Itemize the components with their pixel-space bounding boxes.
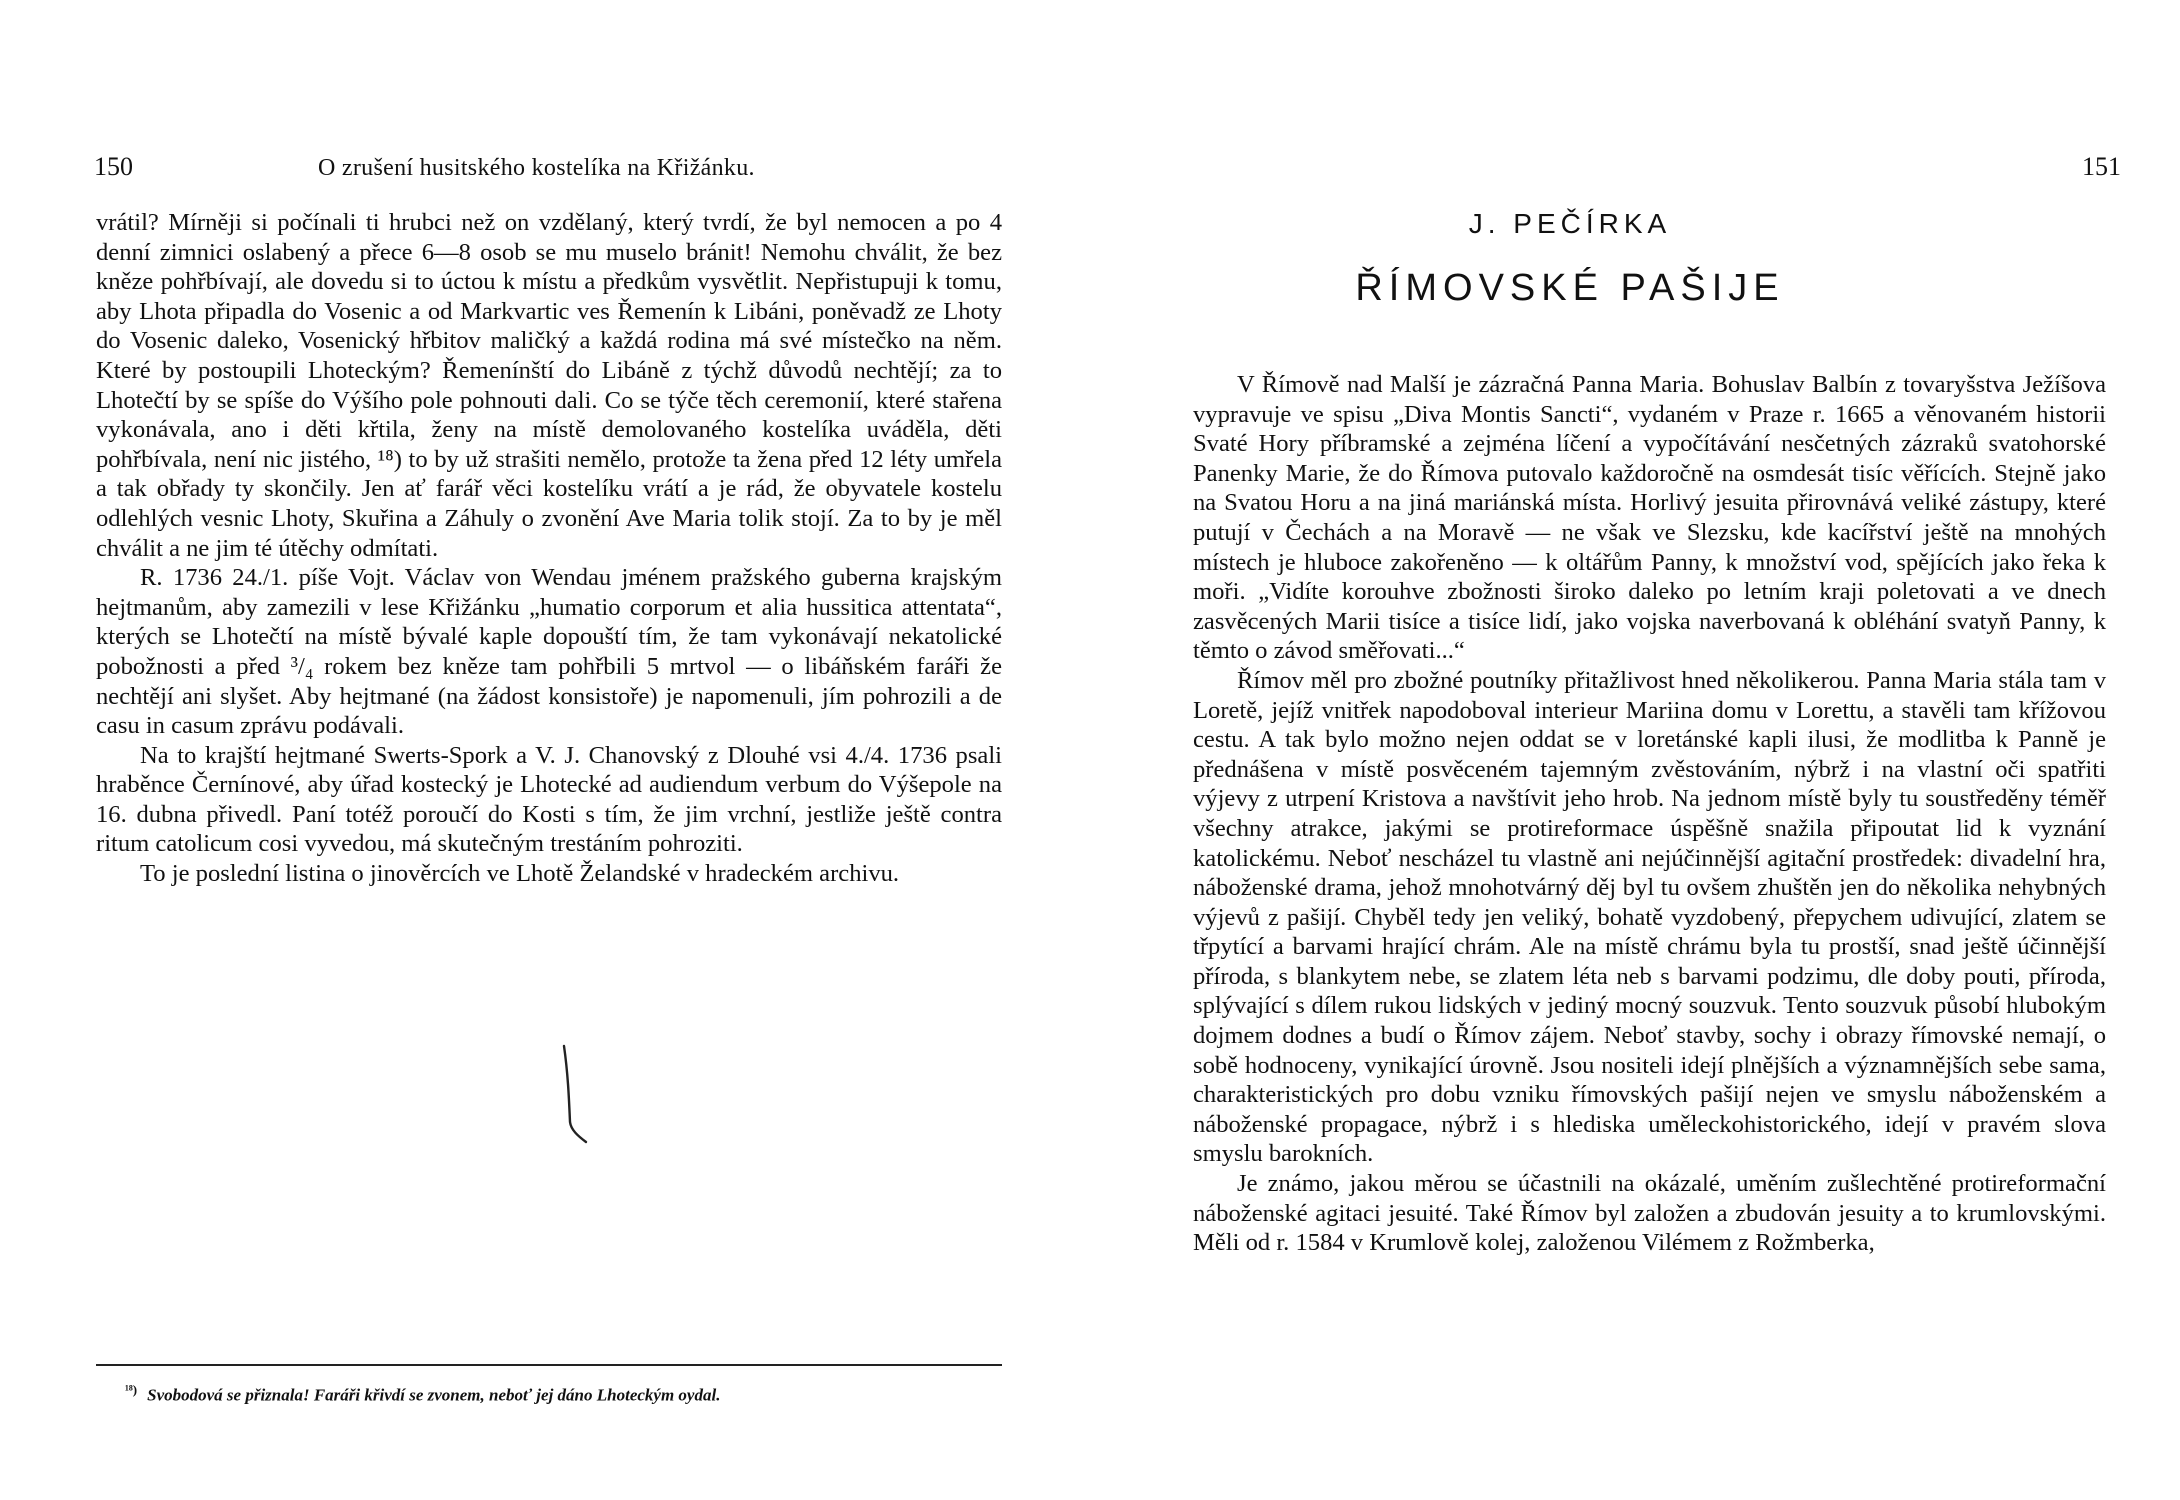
- footnote-marker: ¹⁸): [125, 1382, 138, 1397]
- footnote: [125, 1378, 1005, 1408]
- paragraph: Na to krajští hejtmané Swerts-Spork a V. J. Chanovský z Dlouhé vsi 4./4. 1736 psali hraběnce Černínové, aby úřad kostecký je Lhotecké ad audiendum verbum do Výšepole na 16. dubna přivedl. Paní totéž poroučí do Kosti s tím, že jim vrchní, jestliže ještě contra ritum catolicum cosi vyvedou, má skutečným trestáním pohroziti.: [96, 741, 1002, 858]
- article-author: J. PEČÍRKA: [1468, 208, 1672, 239]
- end-mark-stroke: [560, 1044, 590, 1144]
- page-number: 150: [94, 152, 133, 181]
- right-page: [1090, 0, 2180, 1500]
- right-body-text: [1193, 370, 2106, 1258]
- paragraph: Římov měl pro zbožné poutníky přitažlivost hned několikerou. Panna Maria stála tam v Loretě, jejíž vnitřek napodoboval interieur Mariina domu v Lorettu, a stavěli tam křížovou cestu. A tak bylo možno nejen oddat se v loretánské kapli ilusi, že modlitba k Panně je přednášena v místě posvěceném tajemným zvěstováním, nýbrž i na vlastní oči spatřiti výjevy z utrpení Kristova a navštívit jeho hrob. Na jednom místě byly tu soustředěny téměř všechny atrakce, jakými se protireformace úspěšně snažila připoutat lid k vyznání katolickému. Neboť nescházel tu vlastně ani nejúčinnější agitační prostředek: divadelní hra, náboženské drama, jehož mnohotvárný děj byl tu ovšem zhuštěn jen do několika nehybných výjevů z pašijí. Chyběl tedy jen veliký, bohatě vyzdobený, přepychem udivující, zlatem se třpytící a barvami hrající chrám. Ale na místě chrámu byla tu prostší, snad ještě účinnější příroda, s blankytem nebe, se zlatem léta neb s barvami podzimu, dle doby pouti, příroda, splývající s dílem rukou lidských v jediný mocný souzvuk. Tento souzvuk působí hlubokým dojmem dodnes a budí o Římov zájem. Neboť stavby, sochy i obrazy římovské nemají, o sobě hodnoceny, vynikající úrovně. Jsou nositeli idejí plnějších a významnějších sebe sama, charakteristických pro dobu vzniku římovských pašijí nejen ve smyslu náboženském a náboženské propagace, nýbrž i s hlediska uměleckohistorického, idejí v pravém slova smyslu barokních.: [1193, 666, 2106, 1168]
- article-title: ŘÍMOVSKÉ PAŠIJE: [1355, 267, 1785, 309]
- footnote-rule: [96, 1364, 1002, 1366]
- paragraph: To je poslední listina o jinověrcích ve Lhotě Želandské v hradeckém archivu.: [140, 860, 900, 888]
- paragraph: Je známo, jakou měrou se účastnili na okázalé, uměním zušlechtěné protireformační náboženské agitaci jesuité. Také Římov byl založen a zbudován jesuity a to krumlovskými. Měli od r. 1584 v Krumlově kolej, založenou Vilémem z Rožmberka,: [1193, 1170, 2106, 1257]
- paragraph: R. 1736 24./1. píše Vojt. Václav von Wendau jménem pražského guberna krajským hejtmanům, aby zamezili v lese Křižánku „humatio corporum et alia hussitica attentata“, kterých se Lhotečtí na místě bývalé kaple dopouští tím, že tam vykonávají nekatolické pobožnosti a před ³/₄ rokem bez kněze tam pohřbili 5 mrtvol — o libáňském faráři že nechtějí ani slyšet. Aby hejtmané (na žádost konsistoře) je napomenuli, jím pohrozili a de casu in casum zprávu podávali.: [96, 564, 1002, 740]
- footnote-text: Svobodová se přiznala! Faráři křivdí se zvonem, neboť jej dáno Lhoteckým oydal.: [147, 1385, 721, 1405]
- running-head: O zrušení husitského kostelíka na Křižánku.: [318, 155, 755, 181]
- left-body-text: [96, 208, 1002, 889]
- page-number: 151: [2082, 152, 2121, 181]
- paragraph: V Římově nad Malší je zázračná Panna Maria. Bohuslav Balbín z tovaryšstva Ježíšova vypravuje ve spisu „Diva Montis Sancti“, vydaném v Praze r. 1665 a věnovaném historii Svaté Hory příbramské a zejména líčení a vypočítávání nesčetných zázraků svatohorské Panenky Marie, že do Římova putovalo každoročně na osmdesát tisíc věřících. Stejně jako na Svatou Horu a na jiná mariánská místa. Horlivý jesuita přirovnává veliké zástupy, které putují v Čechách a na Moravě — ne však ve Slezsku, kde kacířství ještě na mnohých místech je hluboce zakořeněno — k oltářům Panny, k množství vod, spějících jako řeka k moři. „Vidíte korouhve zbožnosti široko daleko po letním kraji poletovati a ve dnech zasvěcených Marii tisíce a tisíce lidí, jako vojska naverbovaná k obléhání svatyň Panny, k těmto o závod směřovati...“: [1193, 371, 2106, 665]
- paragraph: vrátil? Mírněji si počínali ti hrubci než on vzdělaný, který tvrdí, že byl nemocen a po 4 denní zimnici oslabený a přece 6—8 osob se mu muselo bránit! Nemohu chválit, že bez kněze pohřbívají, ale dovedu si to úctou k místu a předkům vysvětlit. Nepřistupuji k tomu, aby Lhota připadla do Vosenic a od Markvartic ves Řemenín k Libáni, poněvadž ze Lhoty do Vosenic daleko, Vosenický hřbitov maličký a každá rodina má své místečko na něm. Které by postoupili Lhoteckým? Řemenínští do Libáně z týchž důvodů nechtějí; za to Lhotečtí by se spíše do Výšího pole pohnouti dali. Co se týče těch ceremonií, které stařena vykonávala, ano i děti křtila, ženy na místě demolovaného kostelíka uváděla, děti pohřbívala, není nic jistého, ¹⁸) to by už strašiti nemělo, protože ta žena před 12 léty umřela a tak obřady ty skončily. Jen ať farář věci kostelíku vrátí a je rád, že obyvatele kostelu odlehlých vesnic Lhoty, Skuřina a Záhuly o zvonění Ave Maria tolik stojí. Za to by je měl chválit a ne jim té útěchy odmítati.: [96, 209, 1002, 562]
